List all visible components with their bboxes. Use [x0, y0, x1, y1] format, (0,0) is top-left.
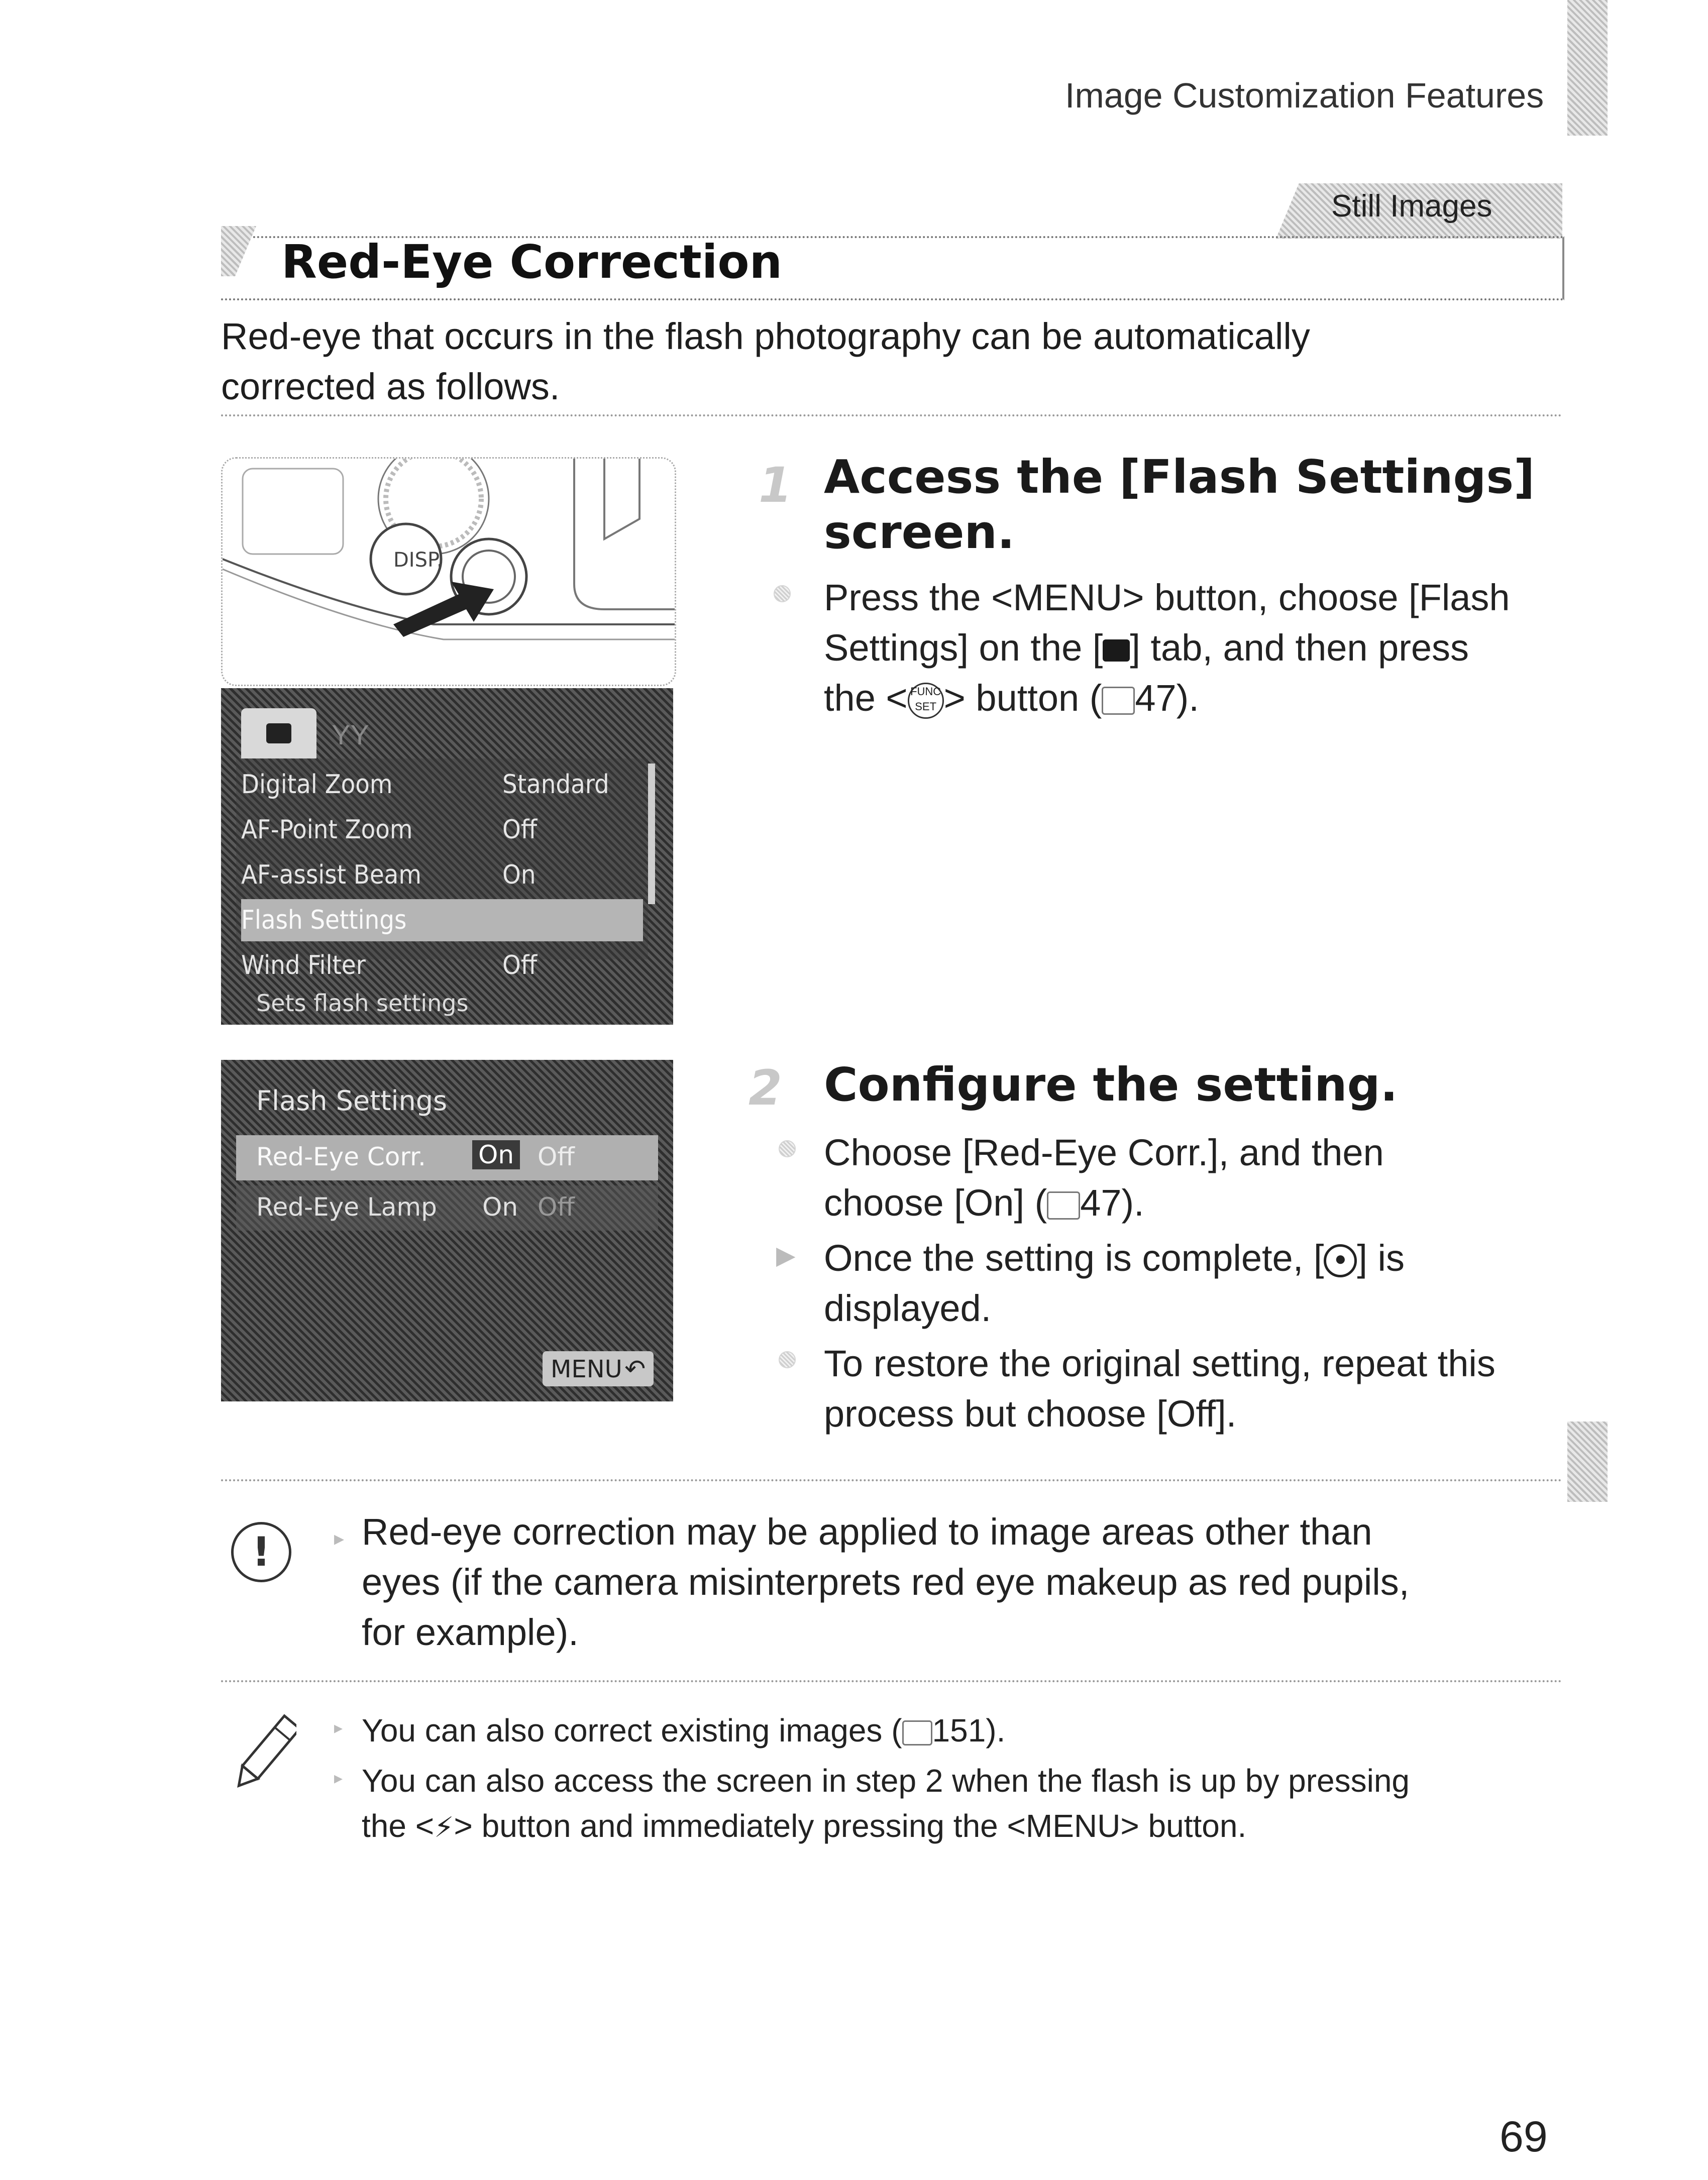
section-divider [221, 1479, 1562, 1481]
step-2-heading: Configure the setting. [824, 1058, 1398, 1112]
note-bullet: ▸ [334, 1718, 343, 1737]
step-2-bullet-3: To restore the original setting, repeat this process but choose [Off]. [824, 1343, 1496, 1435]
pencil-icon [236, 1708, 296, 1801]
note-bullet: ▸ [334, 1769, 343, 1788]
camera-tab-icon [266, 723, 291, 743]
menu-row[interactable]: AF-assist Beam On [241, 860, 536, 890]
step-1-number: 1 [759, 457, 792, 513]
step-2-bullet-2: Once the setting is complete, [ ● ] is displayed. [824, 1237, 1405, 1329]
intro-line-1: Red-eye that occurs in the flash photography can be automatically [221, 315, 1310, 357]
flash-option-off[interactable]: Off [538, 1192, 575, 1222]
menu-hint: Sets flash settings [256, 990, 469, 1017]
flash-row-selected[interactable] [236, 1135, 658, 1180]
step-2-bullet-1: Choose [Red-Eye Corr.], and then choose [On] ( 47). [824, 1132, 1384, 1224]
page-title: Red-Eye Correction [281, 235, 783, 289]
menu-row[interactable]: Wind Filter Off [241, 950, 538, 980]
camera-tab-icon [1103, 639, 1130, 662]
book-icon [1047, 1191, 1080, 1220]
caution-divider [221, 1680, 1562, 1682]
note-1: You can also correct existing images ( 151). [362, 1712, 1006, 1749]
intro-text [221, 311, 1310, 412]
flash-row-label: Red-Eye Corr. [256, 1142, 426, 1171]
intro-line-2: corrected as follows. [221, 366, 560, 407]
step-1-text: Press the <MENU> button, choose [Flash Settings] on the [ ] tab, and then press the < FUNC SET > button ( 47). [824, 577, 1510, 719]
flash-option-off[interactable]: Off [538, 1142, 575, 1171]
book-icon [1102, 687, 1135, 715]
func-set-icon: FUNC SET [908, 683, 944, 719]
caution-bullet: ▸ [334, 1528, 345, 1550]
step-2-number: 2 [749, 1060, 782, 1116]
flash-settings-screen [221, 1060, 673, 1401]
chapter-side-tab [1567, 1422, 1608, 1502]
flash-icon: ⚡ [434, 1811, 454, 1843]
book-icon [902, 1720, 932, 1746]
step-2-bullet [779, 1140, 796, 1157]
flash-option-on[interactable]: On [472, 1140, 520, 1169]
disp-button-label: DISP. [393, 549, 443, 572]
menu-back-button[interactable]: MENU ↶ [543, 1351, 654, 1386]
caution-icon: ! [231, 1522, 291, 1582]
page-number: 69 [1500, 2113, 1548, 2161]
camera-menu-screen [221, 688, 673, 1025]
flash-row-label: Red-Eye Lamp [256, 1192, 437, 1222]
result-arrow-icon: ▶ [776, 1241, 796, 1269]
menu-row[interactable]: AF-Point Zoom Off [241, 815, 538, 845]
camera-illustration [221, 457, 676, 686]
menu-row-selected[interactable]: Flash Settings [241, 899, 643, 941]
section-header: Image Customization Features [1065, 76, 1544, 115]
step-1-heading: Access the [Flash Settings] screen. [824, 450, 1535, 559]
flash-screen-title: Flash Settings [256, 1085, 448, 1117]
camera-tab-active [241, 708, 316, 758]
step-1-bullet [774, 585, 791, 602]
flash-option-on[interactable]: On [482, 1192, 518, 1222]
step-2-bullet [779, 1351, 796, 1368]
flash-row[interactable] [236, 1185, 658, 1231]
red-eye-icon: ● [1324, 1244, 1357, 1277]
menu-scrollbar [648, 764, 655, 904]
edge-tab [1567, 0, 1608, 136]
note-2: You can also access the screen in step 2 when the flash is up by pressing the <⚡> button and immediately pressing the <MENU> button. [362, 1763, 1410, 1844]
settings-tab: ΥΥ [332, 719, 369, 750]
still-images-label: Still Images [1331, 189, 1492, 224]
intro-divider [221, 414, 1562, 416]
back-arrow-icon: ↶ [624, 1355, 646, 1383]
menu-row[interactable]: Digital Zoom Standard [241, 770, 609, 800]
caution-text: Red-eye correction may be applied to image areas other than eyes (if the camera misinterprets red eye makeup as red pupils, for example). [362, 1511, 1410, 1653]
